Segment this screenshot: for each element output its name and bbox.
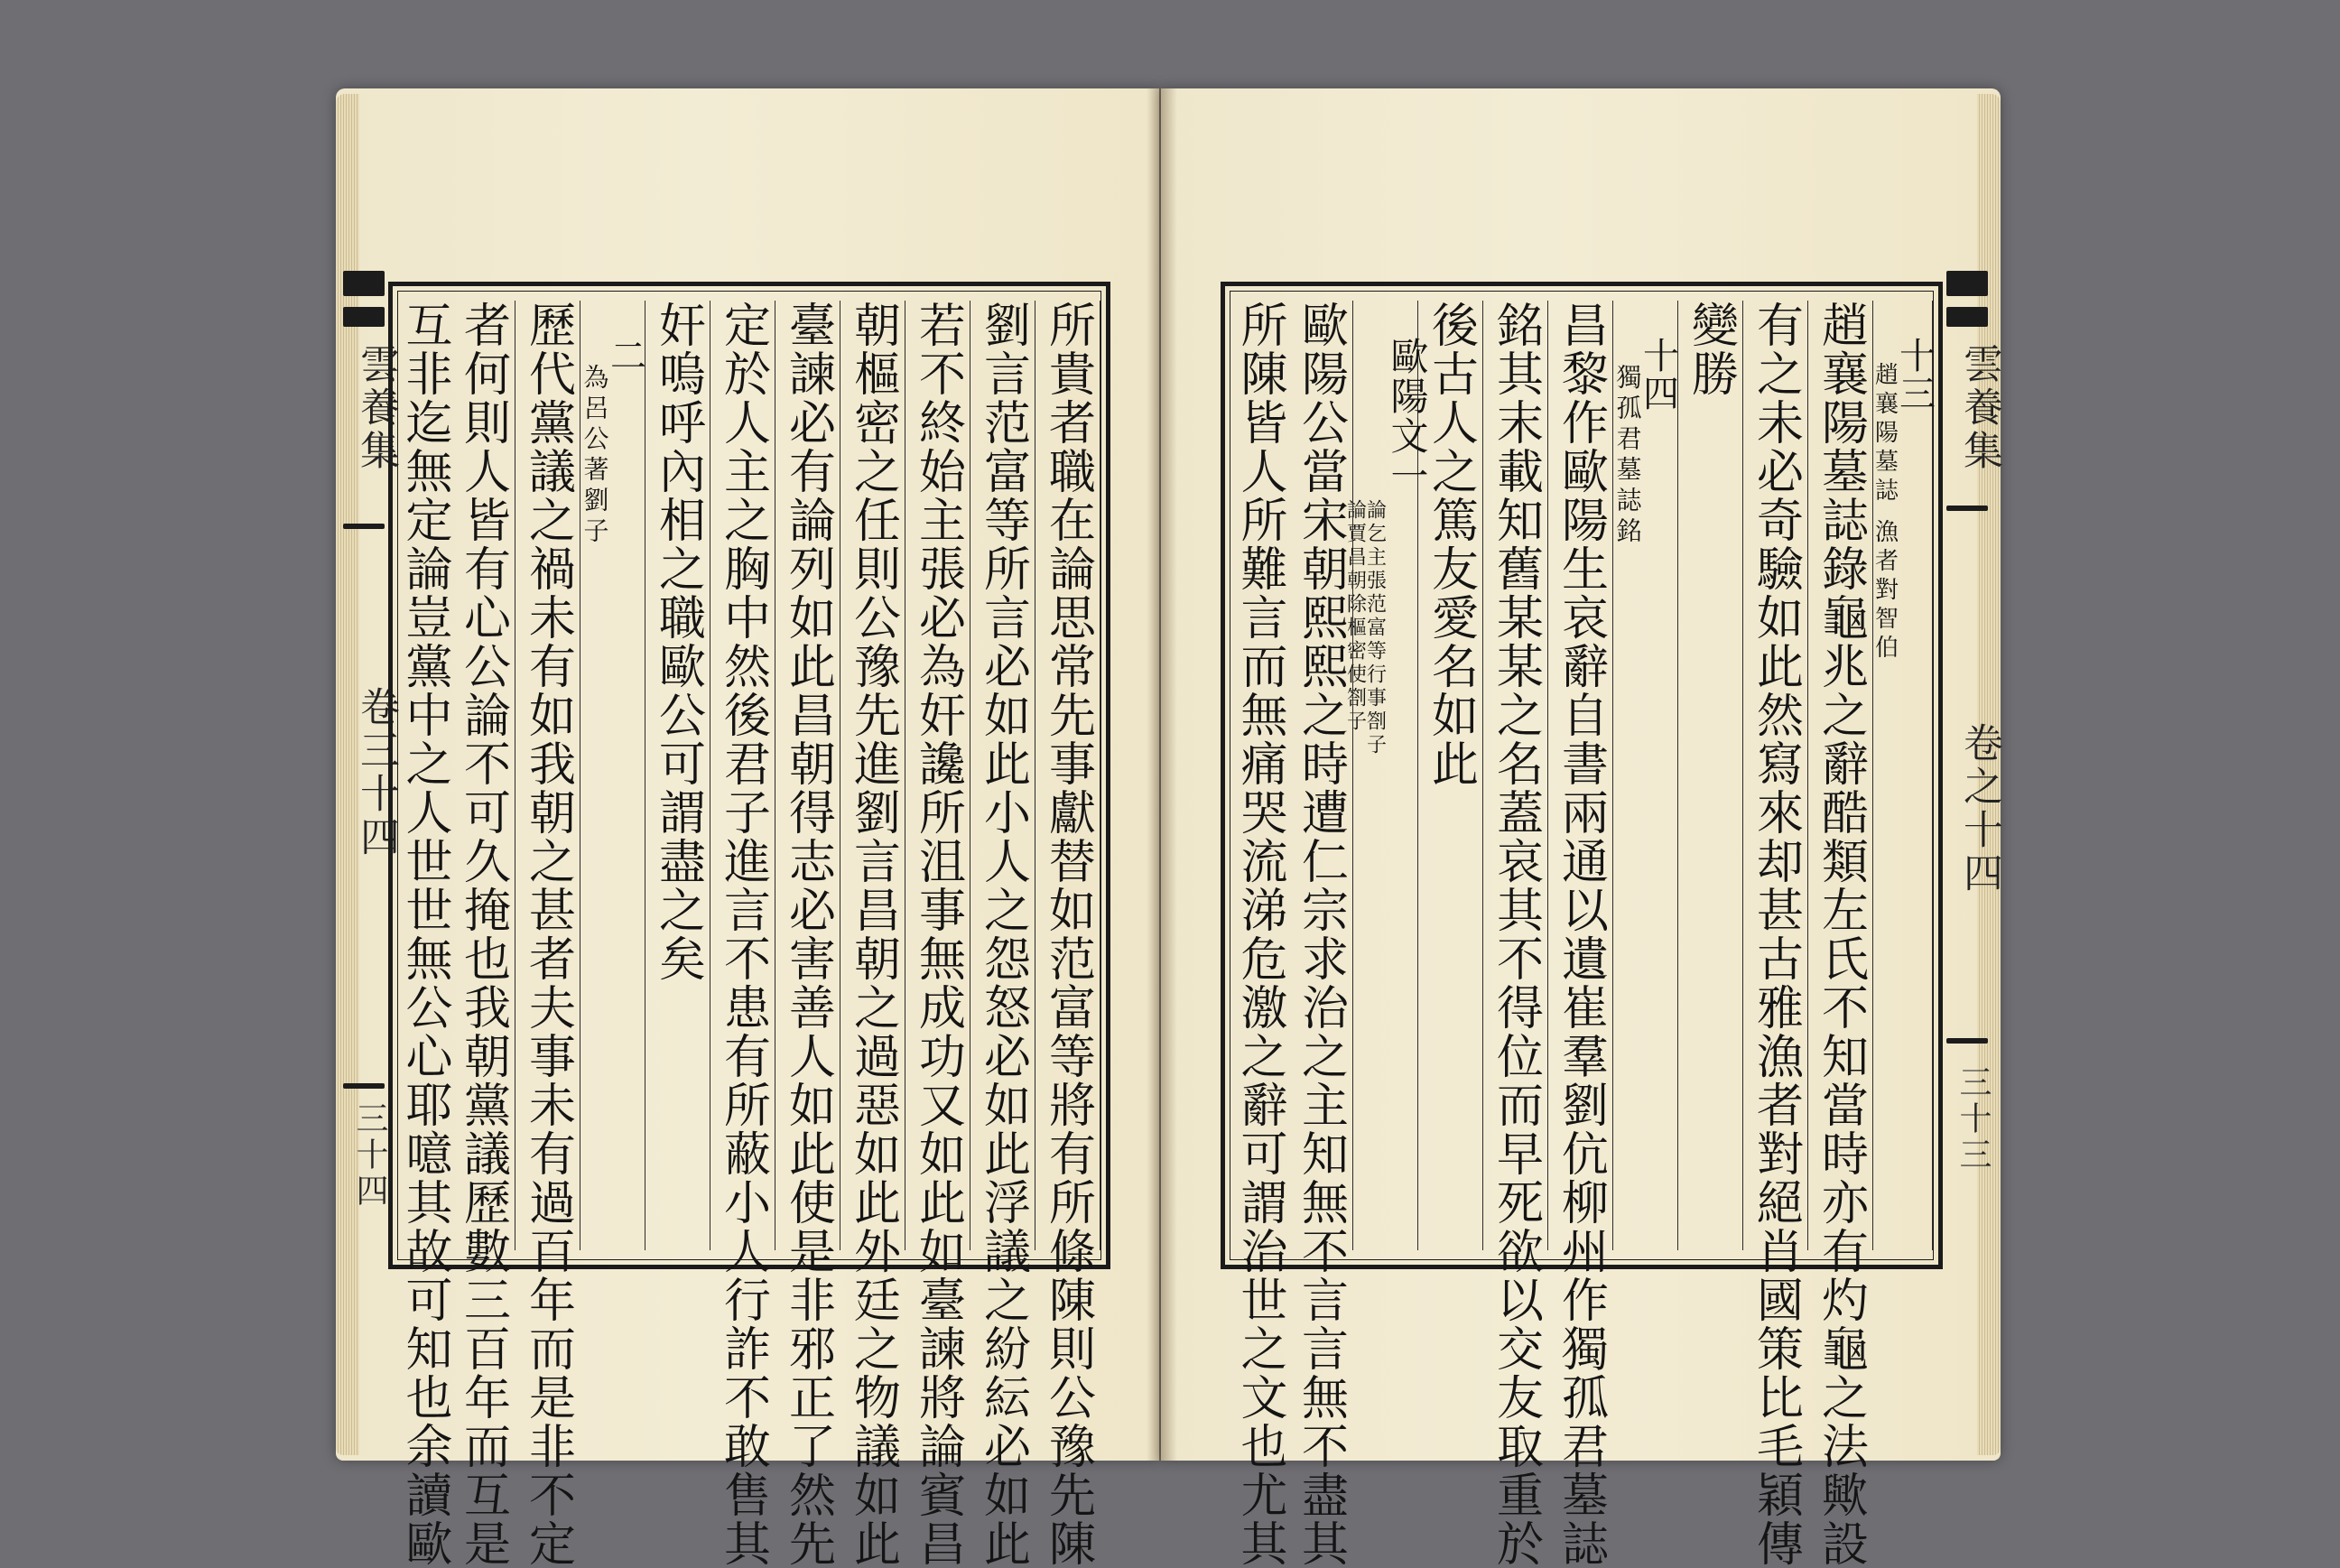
text-column: 朝樞密之任則公豫先進劉言昌朝之過惡如此外廷之物議如此 [840,301,905,1250]
fore-edge-mark [343,307,385,327]
section-14-note: 獨孤君墓誌銘 [1612,364,1643,548]
text-column: 變勝 [1678,301,1743,1250]
heading-column [1871,301,1936,1250]
text-column: 所貴者職在論思常先事獻替如范富等將有所條陳則公豫先陳 [1035,301,1100,1250]
fore-edge-mark [343,271,385,296]
right-side-title: 雲養集 [1956,343,2002,473]
section-number: 二 [604,337,646,375]
fore-edge-mark [1946,506,1988,511]
heading-column [1343,301,1430,1250]
fore-edge-mark [343,524,385,529]
section-13-note: 趙襄陽墓誌 漁者對智伯 [1871,362,1899,664]
text-column: 若不終始主張必為奸讒所沮事無成功又如此如臺諫將論賓昌 [905,301,970,1250]
right-side-page: 三十三 [1955,1065,1992,1174]
ouyang-note-1: 論乞主張范富等行事劄子 [1363,499,1387,757]
text-column: 定於人主之胸中然後君子進言不患有所蔽小人行詐不敢售其 [710,301,775,1250]
text-column: 銘其末載知舊某某之名蓋哀其不得位而早死欲以交友取重於 [1483,301,1548,1250]
text-column: 者何則人皆有心公論不可久掩也我朝黨議歷數三百年而互是 [450,301,515,1250]
text-column: 劉言范富等所言必如此小人之怨怒必如此浮議之紛紜必如此 [970,301,1035,1250]
left-text-frame [388,282,1110,1568]
text-column: 臺諫必有論列如此昌朝得志必害善人如此使是非邪正了然先 [775,301,840,1250]
text-column: 互非迄無定論豈黨中之人世世無公心耶噫其故可知也余讀歐 [397,301,451,1568]
text-column: 昌黎作歐陽生哀辭自書兩通以遺崔羣劉伉柳州作獨孤君墓誌 [1548,301,1613,1250]
text-column: 歷代黨議之禍未有如我朝之甚者夫事未有過百年而是非不定 [515,301,580,1250]
fore-edge-mark [1946,1038,1988,1044]
book-gutter [1147,88,1177,1461]
left-side-title: 雲養集 [353,343,399,473]
section-13-number: 十三 [1893,337,1936,413]
fore-edge-mark [1946,271,1988,296]
heading-column [1613,301,1678,1250]
heading-column [580,301,645,1250]
text-column: 後古人之篤友愛名如此 [1418,301,1483,1250]
text-column: 所陳皆人所難言而無痛哭流涕危激之辭可謂治世之文也尤其 [1232,301,1286,1568]
text-column: 有之未必奇驗如此然寫來却甚古雅漁者對絕肖國策比毛穎傳 [1743,301,1808,1250]
right-text-frame [1221,282,1943,1568]
text-column: 歐陽公當宋朝熙熙之時遭仁宗求治之主知無不言言無不盡其 [1288,301,1353,1250]
text-column: 趙襄陽墓誌錄龜兆之辭酷類左氏不知當時亦有灼龜之法歟設 [1808,301,1873,1250]
text-column: 奸嗚呼內相之職歐公可謂盡之矣 [645,301,710,1250]
ouyang-note-2: 論賈昌朝除樞密使劄子 [1343,499,1367,734]
section-14-number: 十四 [1637,337,1679,413]
left-side-page: 三十四 [351,1101,388,1210]
fore-edge-mark [343,1083,385,1089]
fore-edge-mark [1946,307,1988,327]
section-note: 為呂公著劉子 [580,364,610,548]
left-side-volume: 卷三十四 [353,686,399,859]
ouyang-heading: 歐陽文一 [1385,337,1430,496]
right-side-volume: 卷之十四 [1956,722,2002,895]
